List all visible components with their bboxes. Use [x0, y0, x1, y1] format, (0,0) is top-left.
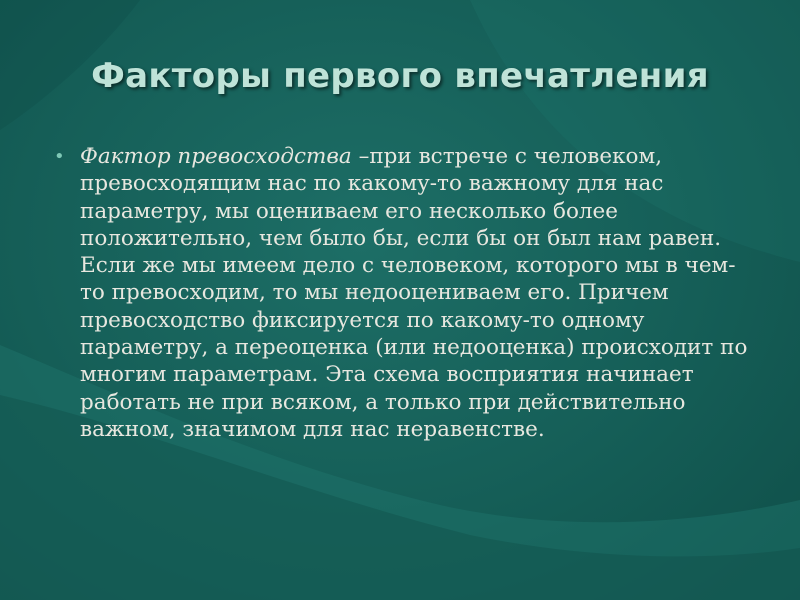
bullet-term: Фактор превосходства [80, 144, 352, 169]
bullet-text: –при встрече с человеком, превосходящим нас по какому-то важному для нас параметру, мы оцениваем его несколько более положительно, чем было бы, если бы он был нам равен. Если же мы имеем дело с человеком, которого мы в чем-то превосходим, то мы недооцениваем его. Причем превосходство фиксируется по какому-то одному параметру, а переоценка (или недооценка) происходит по многим параметрам. Эта схема восприятия начинает работать не при всяком, а только при действительно важном, значимом для нас неравенстве. [80, 144, 748, 442]
bullet-item [52, 143, 752, 443]
slide-title: Факторы первого впечатления [91, 56, 709, 96]
bullet-list [52, 143, 752, 443]
bullet-icon: • [54, 146, 65, 167]
